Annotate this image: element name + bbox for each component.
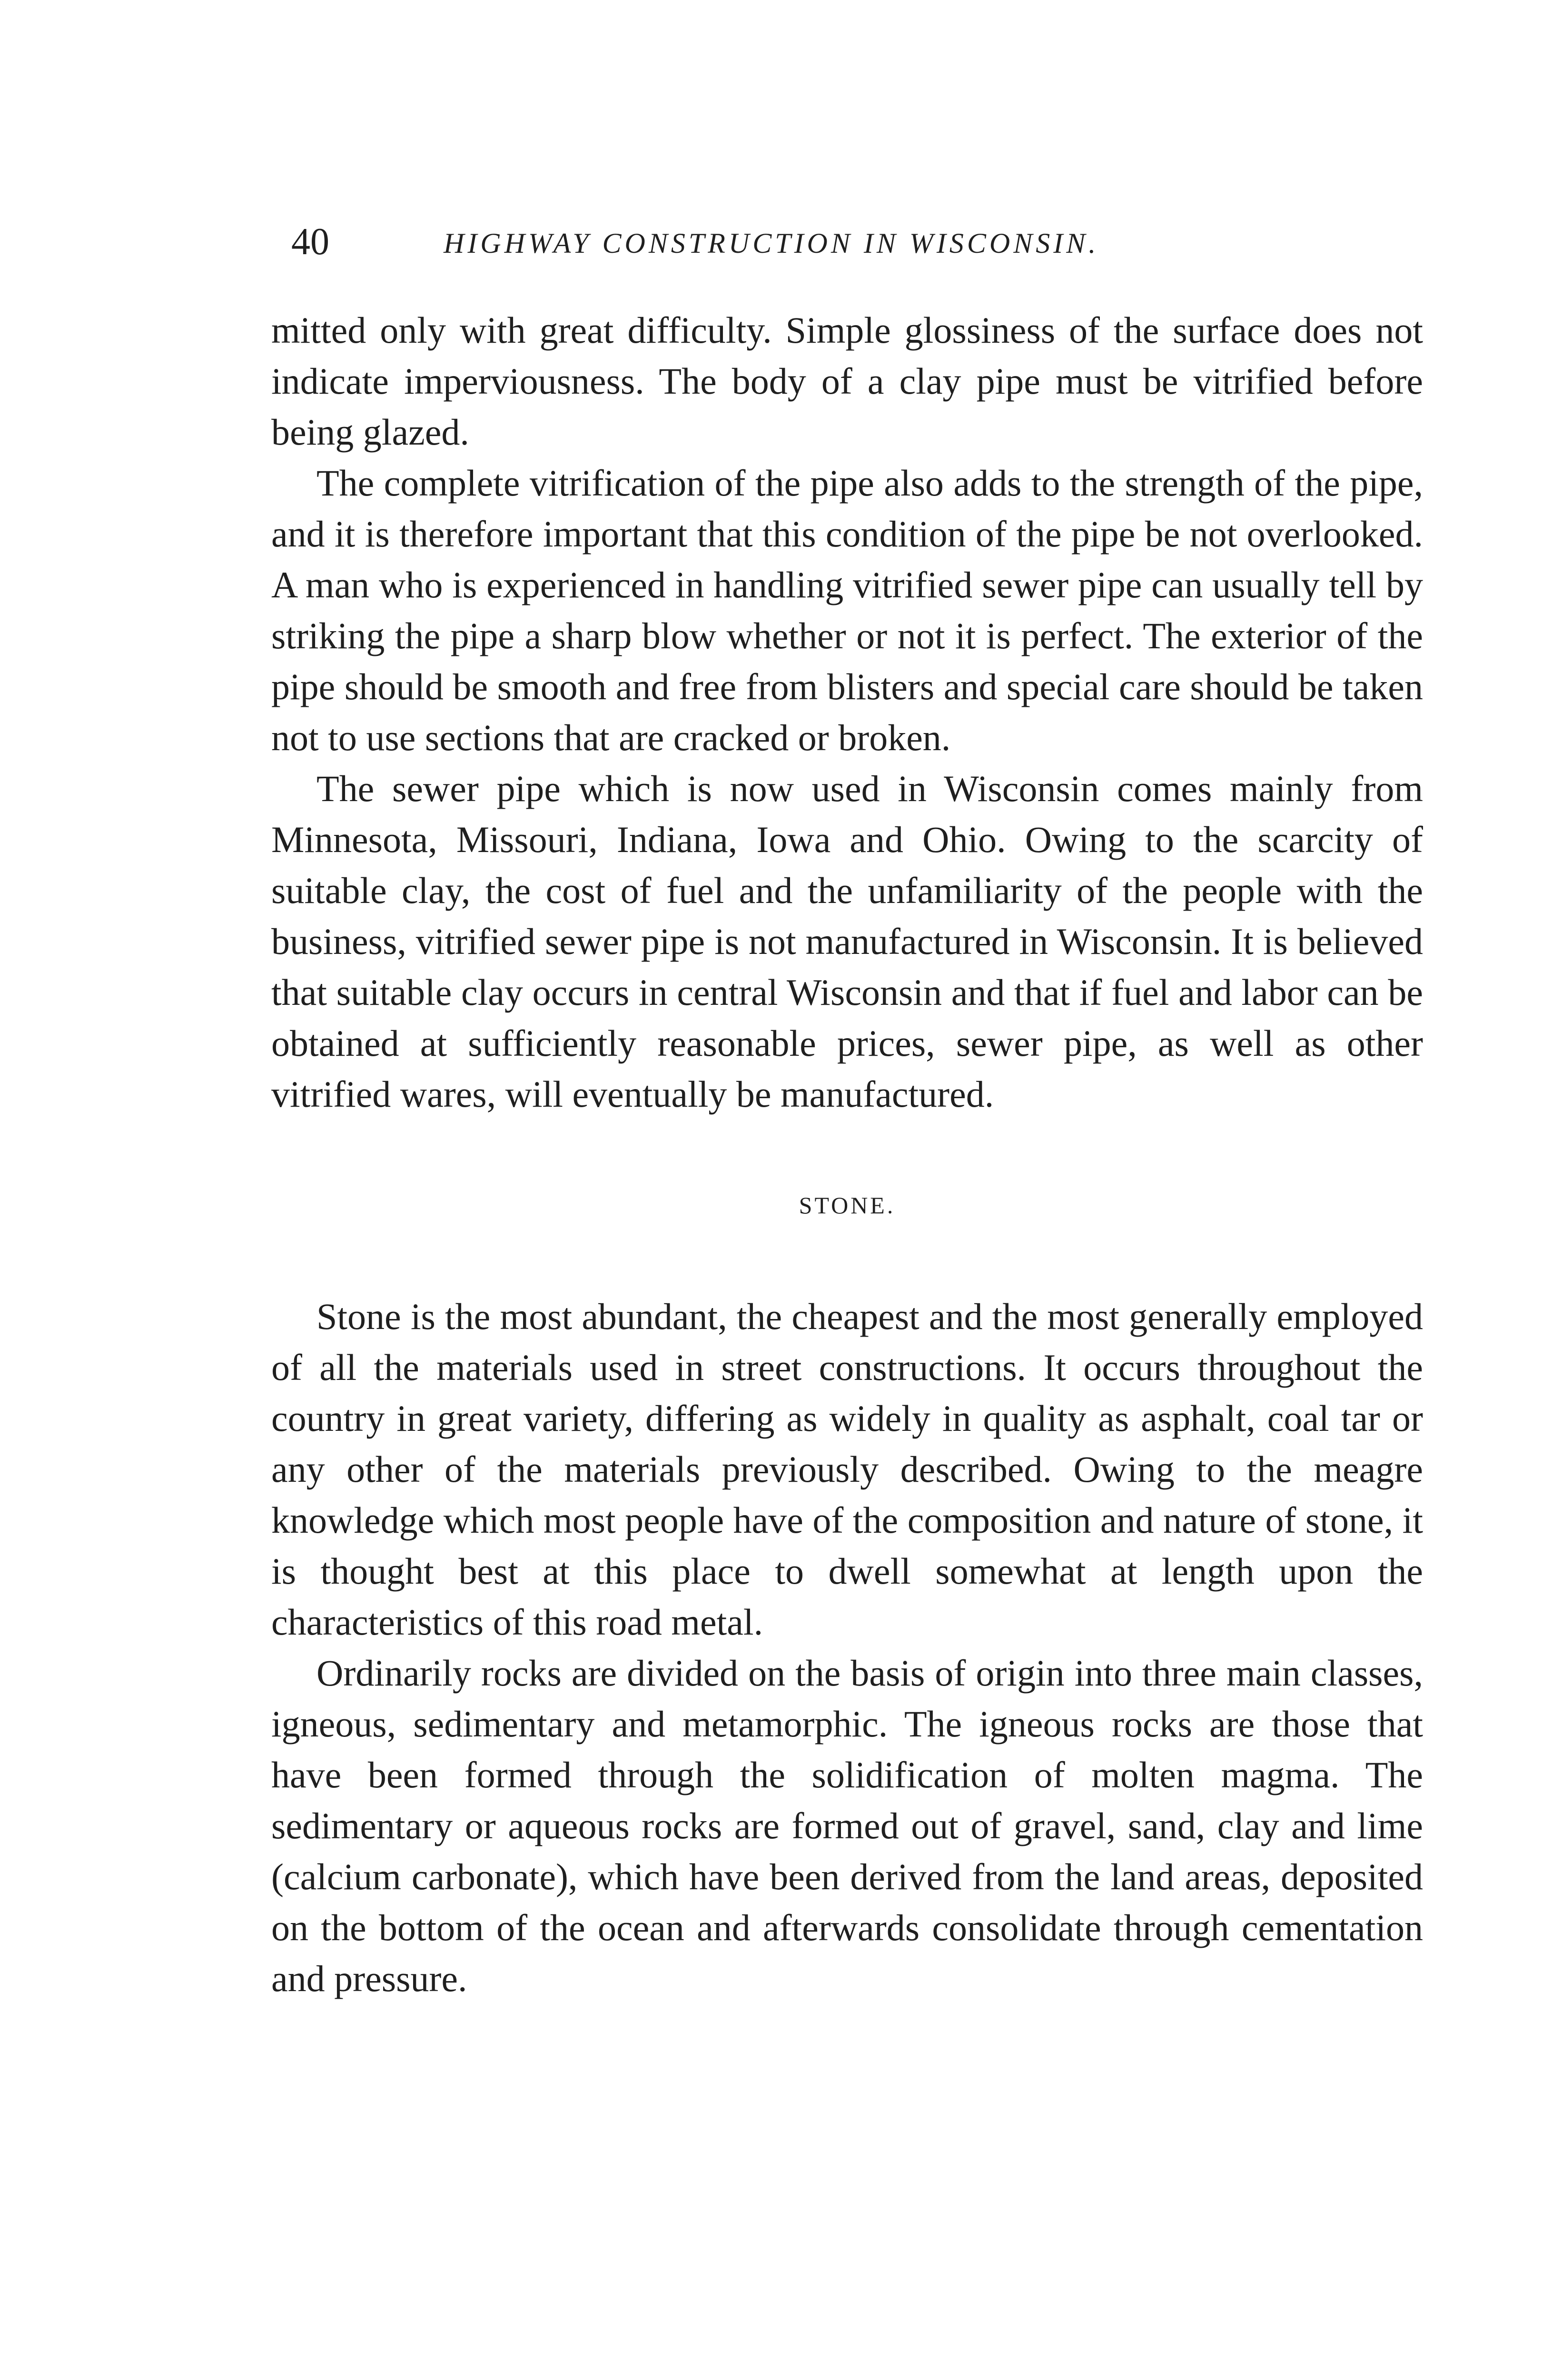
page-number: 40 bbox=[291, 221, 329, 263]
paragraph-rock-classes: Ordinarily rocks are divided on the basis of origin into three main classes, igneous, sedimentary and metamorphic. The igneous rocks are those that have been formed through the solidification of molten magma. The sedimentary or aqueous rocks are formed out of gravel, sand, clay and lime (calcium carbonate), which have been derived from the land areas, deposited on the bottom of the ocean and afterwards consolidate through cementation and pressure. bbox=[271, 1652, 1423, 1999]
paragraph-continued: mitted only with great difficulty. Simple glossiness of the surface does not indicate imperviousness. The body of a clay pipe must be vitrified before being glazed. bbox=[271, 309, 1423, 453]
section-heading-stone: STONE. bbox=[799, 1192, 896, 1219]
paragraph-vitrification: The complete vitrification of the pipe also adds to the strength of the pipe, and it is therefore important that this condition of the pipe be not overlooked. A man who is experienced in handling vitrified sewer pipe can usually tell by striking the pipe a sharp blow whether or not it is perfect. The exterior of the pipe should be smooth and free from blisters and special care should be taken not to use sections that are cracked or broken. bbox=[271, 462, 1423, 758]
page-body bbox=[271, 305, 1423, 2004]
paragraph-sewer-pipe-sources: The sewer pipe which is now used in Wisconsin comes mainly from Minnesota, Missouri, Indiana, Iowa and Ohio. Owing to the scarcity of suitable clay, the cost of fuel and the unfamiliarity of the people with the business, vitrified sewer pipe is not manufactured in Wisconsin. It is believed that suitable clay occurs in central Wisconsin and that if fuel and labor can be obtained at sufficiently reasonable prices, sewer pipe, as well as other vitrified wares, will eventually be manufactured. bbox=[271, 768, 1423, 1115]
running-title: HIGHWAY CONSTRUCTION IN WISCONSIN. bbox=[444, 228, 1099, 259]
page-header bbox=[291, 218, 1424, 275]
paragraph-stone-intro: Stone is the most abundant, the cheapest and the most generally employed of all the materials used in street constructions. It occurs throughout the country in great variety, differing as widely in quality as asphalt, coal tar or any other of the materials previously described. Owing to the meagre knowledge which most people have of the composition and nature of stone, it is thought best at this place to dwell somewhat at length upon the characteristics of this road metal. bbox=[271, 1296, 1423, 1643]
